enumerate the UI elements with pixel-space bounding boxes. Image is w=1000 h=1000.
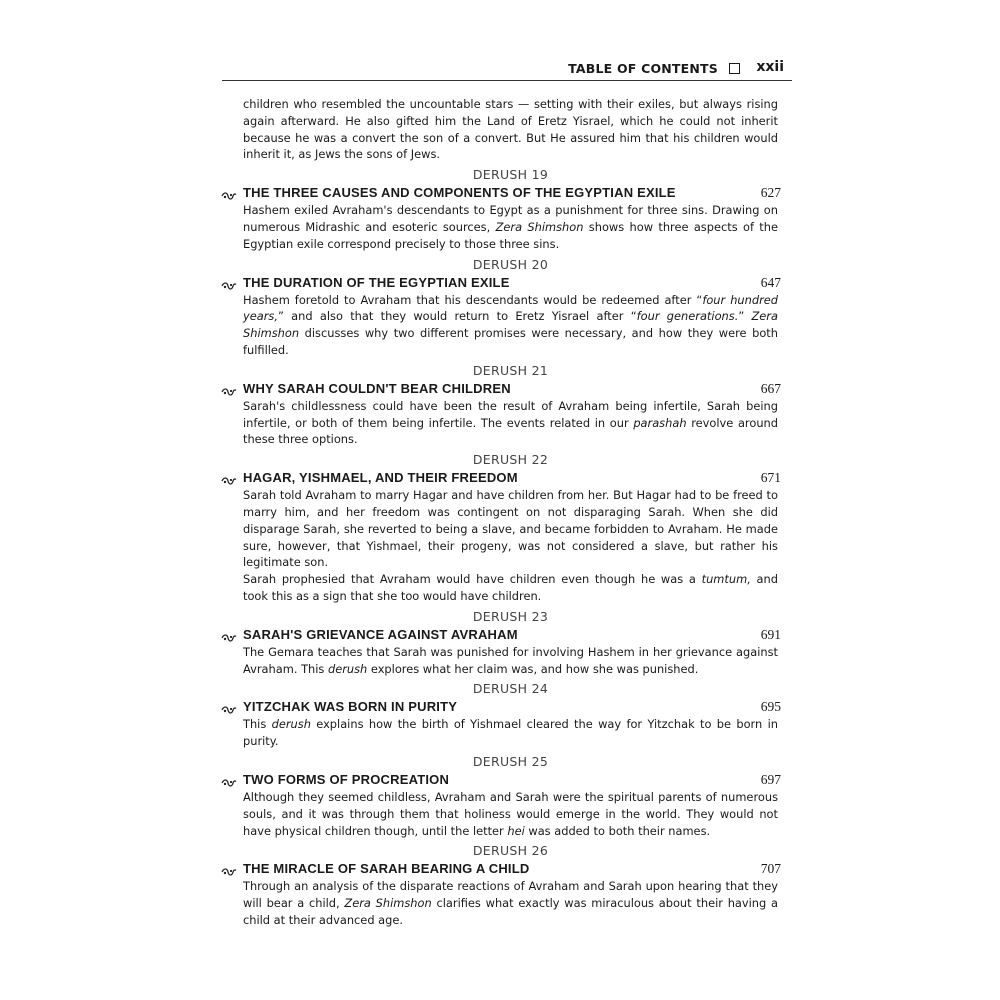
entry-page-number: 671: [760, 470, 781, 486]
entry-title-row[interactable]: [243, 699, 781, 716]
ornament-icon: [221, 187, 237, 199]
header-title: TABLE OF CONTENTS: [568, 61, 718, 76]
derush-heading: DERUSH 26: [472, 843, 549, 859]
description-text: ” and also that they would return to Eretz Yisrael after “: [277, 309, 637, 324]
header-rule: [222, 80, 792, 81]
description-text: This: [243, 717, 272, 732]
entry-title: SARAH'S GRIEVANCE AGAINST AVRAHAM: [243, 626, 518, 642]
italic-term: four hundred years,: [243, 292, 779, 324]
entry-title-row[interactable]: [243, 861, 781, 878]
ornament-icon: [221, 472, 237, 484]
intro-paragraph: children who resembled the uncountable stars — setting with their exiles, but always rising again afterward. He also gifted him the Land of Eretz Yisrael, which he could not inherit because he was a convert the son of a convert. But He assured him that his children would inherit it, as Jews the sons of Jews.: [243, 97, 778, 162]
description-text: explores what her claim was, and how she was punished.: [367, 661, 699, 676]
entry-title: YITZCHAK WAS BORN IN PURITY: [243, 699, 458, 715]
header-page-number: xxii: [756, 59, 784, 75]
entry-description: [243, 202, 778, 252]
entry-description: [243, 571, 778, 605]
derush-heading: DERUSH 21: [472, 362, 549, 378]
entry-title: TWO FORMS OF PROCREATION: [243, 771, 450, 787]
description-text: ”: [738, 309, 752, 324]
ornament-icon: [221, 629, 237, 641]
description-text: Although they seemed childless, Avraham and Sarah were the spiritual parents of numerous souls, and it was through them that holiness would emerge in the world. They would not have physical children though, until the letter: [243, 789, 778, 838]
toc-entries: [243, 167, 781, 929]
italic-term: parashah: [633, 415, 687, 430]
derush-heading: DERUSH 22: [472, 452, 549, 468]
entry-description: [243, 644, 778, 678]
derush-heading: DERUSH 25: [472, 753, 549, 769]
entry-page-number: 697: [760, 771, 781, 787]
entry-title: THE THREE CAUSES AND COMPONENTS OF THE EGYPTIAN EXILE: [243, 185, 676, 201]
description-text: Hashem foretold to Avraham that his descendants would be redeemed after “: [243, 292, 703, 307]
entry-page-number: 647: [760, 274, 781, 290]
derush-heading: DERUSH 23: [472, 608, 549, 624]
toc-entry: [243, 681, 781, 750]
entry-description: [243, 487, 778, 571]
description-text: shows how three aspects of the Egyptian exile correspond precisely to those three sins.: [243, 219, 778, 251]
ornament-icon: [221, 701, 237, 713]
entry-page-number: 627: [760, 185, 781, 201]
italic-term: Zera Shimshon: [344, 896, 432, 911]
entry-title-row[interactable]: [243, 274, 781, 292]
ornament-icon: [221, 863, 237, 875]
header-square-icon: [729, 63, 740, 74]
ornament-icon: [221, 383, 237, 395]
entry-page-number: 667: [760, 380, 781, 396]
entry-description: [243, 878, 778, 928]
entry-title: THE DURATION OF THE EGYPTIAN EXILE: [243, 274, 510, 290]
entry-page-number: 707: [760, 861, 781, 877]
italic-term: hei: [507, 823, 525, 838]
entry-description: [243, 789, 778, 839]
toc-entry: [243, 608, 781, 678]
italic-term: derush: [271, 717, 311, 732]
italic-term: Zera Shimshon: [495, 219, 584, 234]
derush-heading: DERUSH 24: [472, 681, 549, 697]
ornament-icon: [221, 277, 237, 289]
italic-term: Zera Shimshon: [243, 309, 778, 341]
toc-entry: [243, 256, 781, 359]
description-text: discusses why two different promises were necessary, and how they were both fulfilled.: [243, 326, 778, 357]
entry-title-row[interactable]: [243, 380, 781, 398]
entry-title-row[interactable]: [243, 185, 781, 202]
toc-entry: [243, 452, 781, 605]
description-text: Hashem exiled Avraham's descendants to Egypt as a punishment for three sins. Drawing on numerous Midrashic and esoteric sources,: [243, 203, 778, 234]
entry-description: [243, 292, 778, 359]
italic-term: four generations.: [636, 309, 739, 324]
toc-entry: [243, 362, 781, 448]
entry-title-row[interactable]: [243, 626, 781, 644]
description-text: Through an analysis of the disparate reactions of Avraham and Sarah upon hearing that they will bear a child,: [243, 879, 778, 911]
description-text: Sarah's childlessness could have been the result of Avraham being infertile, Sarah being infertile, or both of them being infertile. The events related in our: [243, 398, 778, 430]
italic-term: tumtum,: [701, 572, 751, 587]
running-header: [222, 58, 788, 80]
description-text: Sarah told Avraham to marry Hagar and have children from her. But Hagar had to be freed to marry him, and her freedom was contingent on not disparaging Sarah. When she did disparage Sarah, she reverted to being a slave, and became forbidden to Avraham. He made sure, however, that Yishmael, their progeny, was not considered a slave, but rather his legitimate son.: [243, 488, 778, 570]
italic-term: derush: [327, 661, 368, 676]
entry-title: WHY SARAH COULDN'T BEAR CHILDREN: [243, 380, 511, 396]
toc-entry: [243, 753, 781, 839]
entry-title-row[interactable]: [243, 470, 781, 487]
description-text: explains how the birth of Yishmael cleared the way for Yitzchak to be born in purity.: [243, 717, 778, 749]
entry-description: [243, 398, 778, 448]
description-text: clarifies what exactly was miraculous about their having a child at their advanced age.: [243, 896, 778, 927]
toc-entry: [243, 167, 781, 252]
entry-page-number: 695: [760, 699, 781, 715]
toc-entry: [243, 843, 781, 928]
entry-title: HAGAR, YISHMAEL, AND THEIR FREEDOM: [243, 470, 518, 486]
ornament-icon: [221, 774, 237, 786]
description-text: was added to both their names.: [524, 823, 711, 838]
entry-title-row[interactable]: [243, 771, 781, 789]
derush-heading: DERUSH 19: [472, 167, 549, 183]
toc-content: [243, 96, 781, 929]
description-text: revolve around these three options.: [243, 415, 778, 447]
entry-title: THE MIRACLE OF SARAH BEARING A CHILD: [243, 861, 530, 877]
entry-page-number: 691: [760, 626, 781, 642]
description-text: and took this as a sign that she too would have children.: [243, 572, 778, 603]
derush-heading: DERUSH 20: [472, 256, 549, 272]
entry-description: [243, 716, 778, 750]
description-text: Sarah prophesied that Avraham would have children even though he was a: [243, 572, 702, 587]
description-text: The Gemara teaches that Sarah was punished for involving Hashem in her grievance against Avraham. This: [243, 644, 778, 676]
